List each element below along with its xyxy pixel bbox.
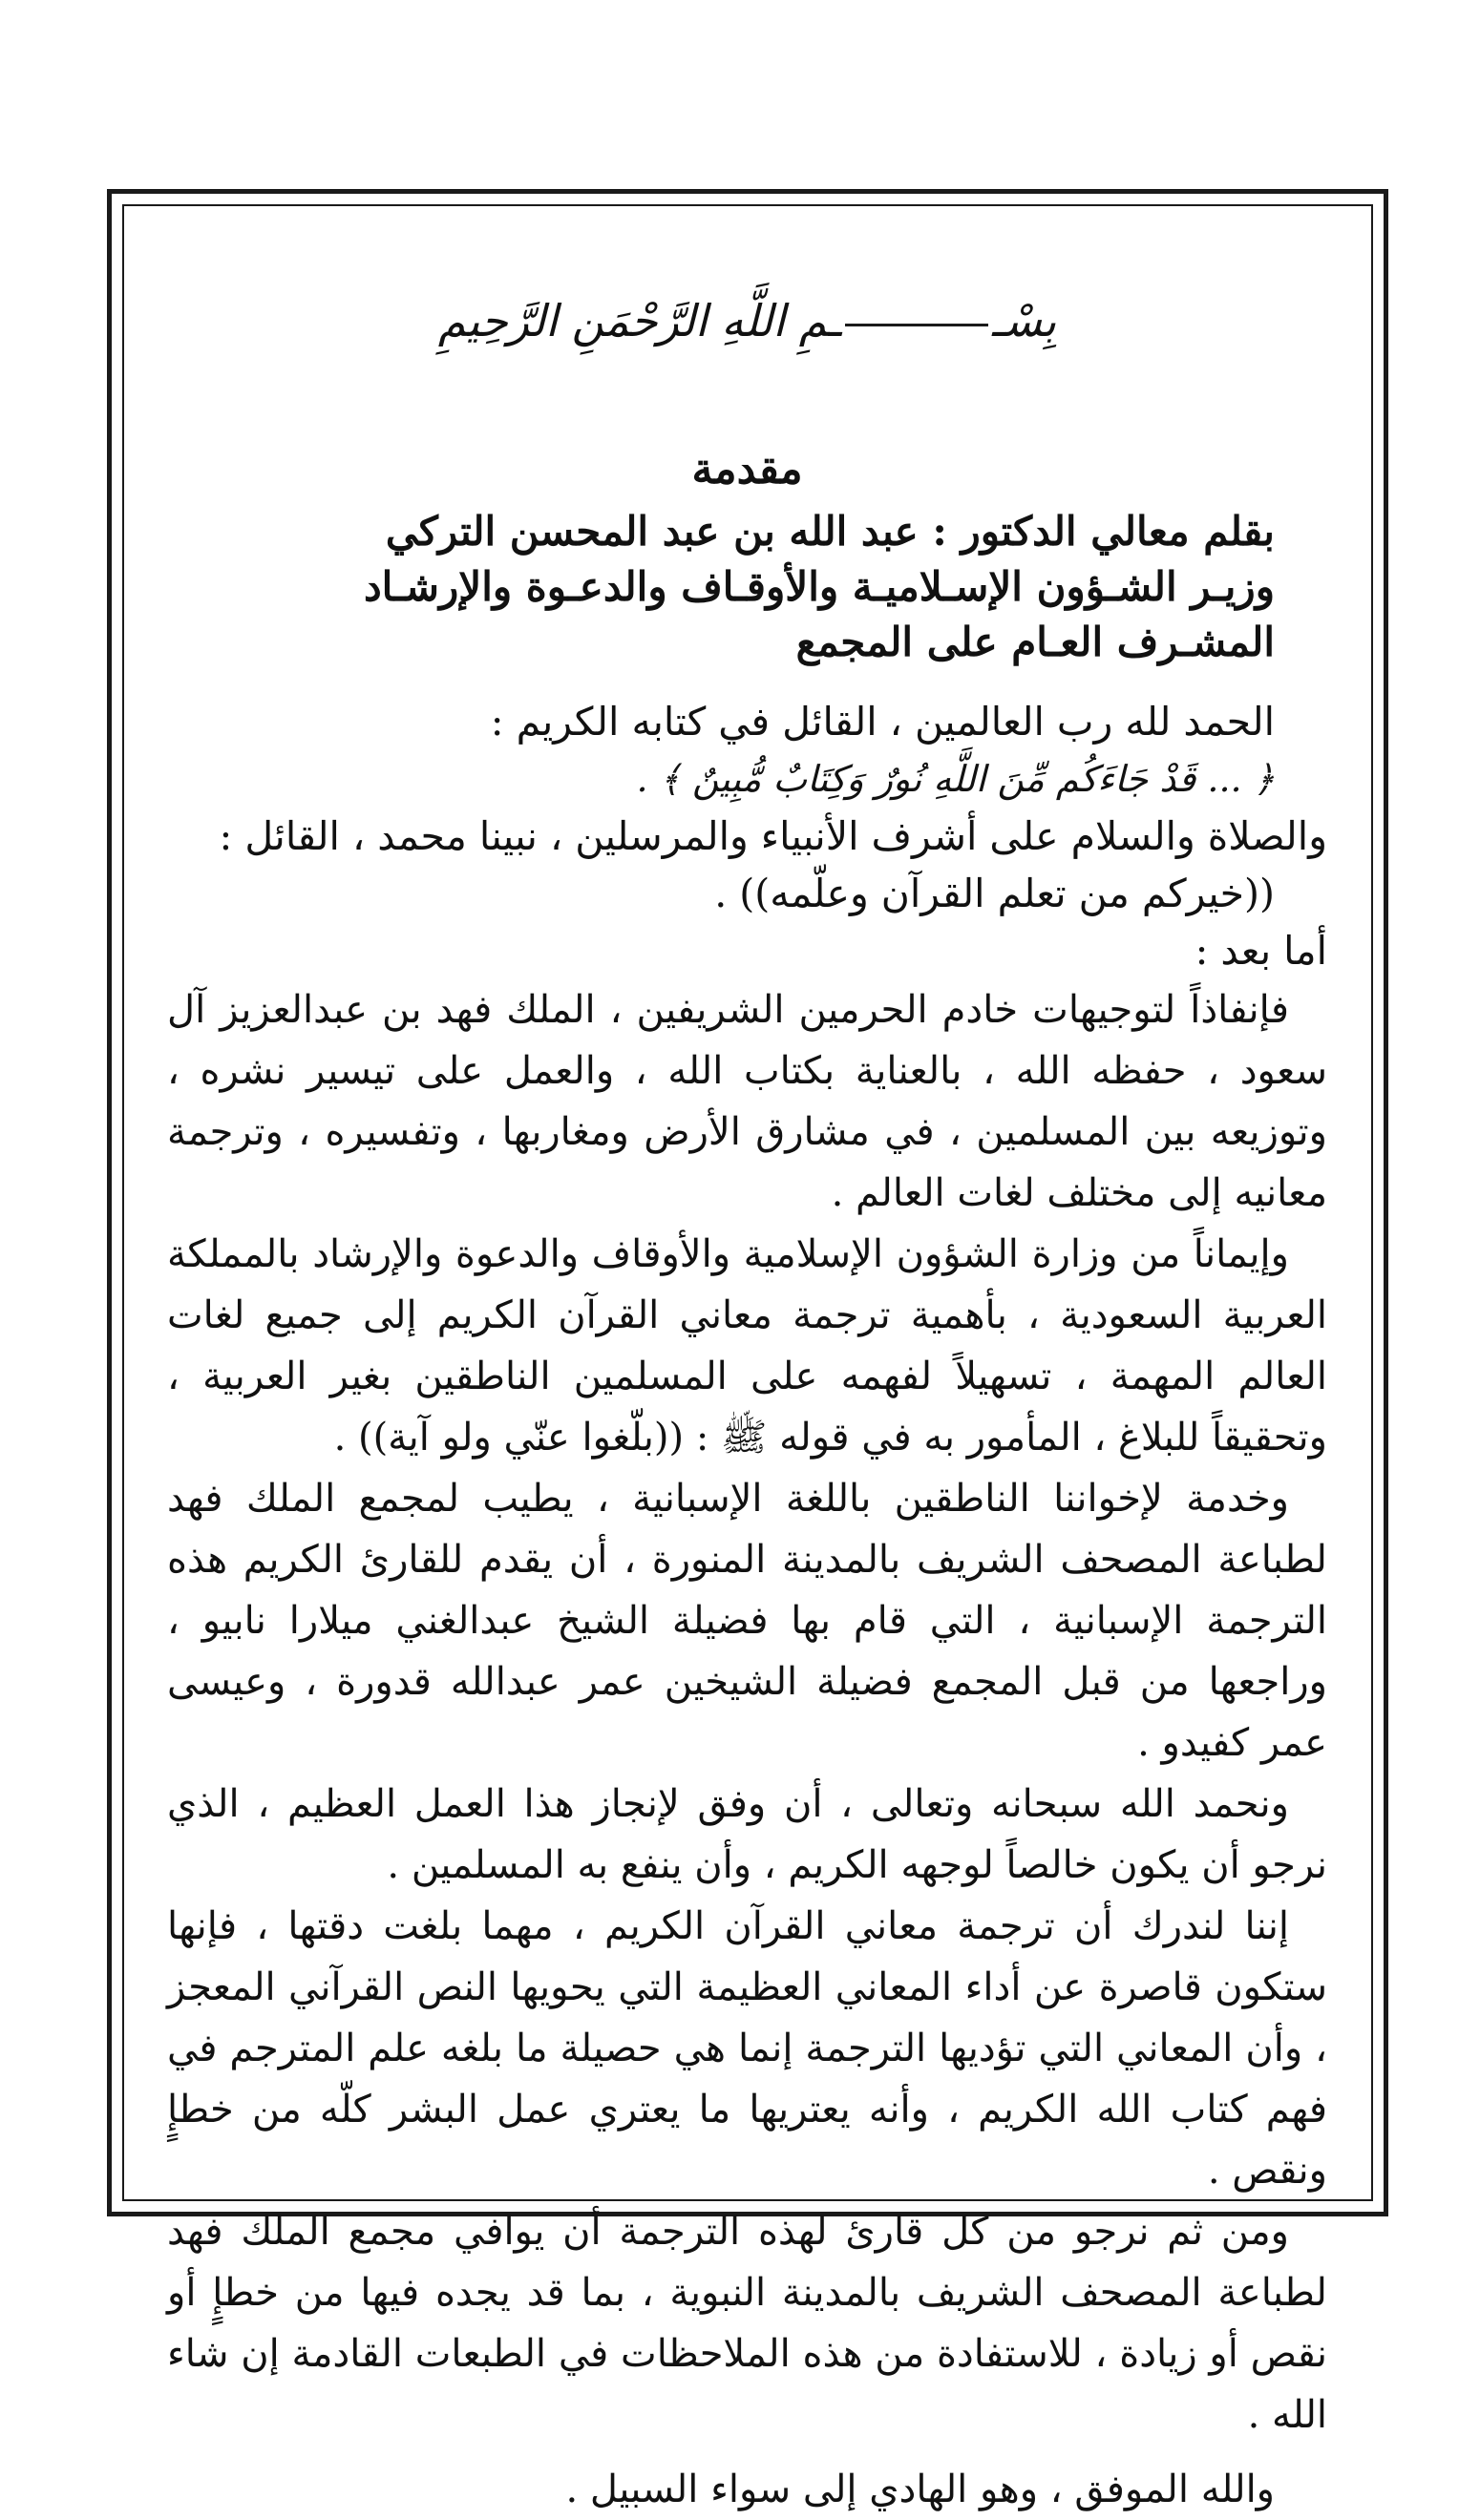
closing-line: والله الموفق ، وهو الهادي إلى سواء السبيل . — [565, 2468, 1275, 2511]
page-title: مقدمة — [691, 445, 803, 494]
author-line-2: وزيـر الشـؤون الإسـلاميـة والأوقـاف والدعـوة والإرشـاد — [363, 563, 1275, 610]
author-line-1: بقلم معالي الدكتور : عبد الله بن عبد المحسن التركي — [385, 508, 1275, 555]
paragraph-3: وخدمة لإخواننا الناطقين باللغة الإسبانية ، يطيب لمجمع الملك فهد لطباعة المصحف الشريف بالمدينة المنورة ، أن يقدم للقارئ الكريم هذه الترجمة الإسبانية ، التي قام بها فضيلة الشيخ عبدالغني ميلارا نابيو ، وراجعها من قبل المجمع فضيلة الشيخين عمر عبدالله قدورة ، وعيسى عمر كفيدو . — [167, 1477, 1327, 1765]
salat-line: والصلاة والسلام على أشرف الأنبياء والمرسلين ، نبينا محمد ، القائل : — [219, 813, 1327, 859]
document-body — [167, 277, 1327, 2520]
body-paragraphs — [167, 979, 1327, 2446]
basmala-start: بِسْـ — [991, 295, 1057, 346]
paragraph-6: ومن ثم نرجو من كل قارئ لهذه الترجمة أن يوافي مجمع الملك فهد لطباعة المصحف الشريف بالمدينة النبوية ، بما قد يجده فيها من خطإٍ أو نقص أو زيادة ، للاستفادة من هذه الملاحظات في الطبعات القادمة إن شاء الله . — [167, 2210, 1327, 2437]
intro-block — [167, 693, 1327, 979]
basmala-end: ـمِ اللَّهِ الرَّحْمَنِ الرَّحِيمِ — [437, 295, 841, 346]
hadith-line: ((خيركم من تعلم القرآن وعلّمه)) . — [714, 871, 1275, 916]
quran-verse: ﴿ ... قَدْ جَاءَكُم مِّنَ اللَّهِ نُورٌ وَكِتَابٌ مُّبِينٌ ﴾ . — [636, 758, 1275, 800]
amma-baad-line: أما بعد : — [1195, 928, 1327, 974]
basmala-kashida-stroke — [845, 324, 988, 326]
paragraph-5: إننا لندرك أن ترجمة معاني القرآن الكريم ، مهما بلغت دقتها ، فإنها ستكون قاصرة عن أداء المعاني العظيمة التي يحويها النص القرآني المعجز ، وأن المعاني التي تؤديها الترجمة إنما هي حصيلة ما بلغه علم المترجم في فهم كتاب الله الكريم ، وأنه يعتريها ما يعتري عمل البشر كلّه من خطإٍ ونقص . — [167, 1904, 1327, 2193]
author-block — [167, 504, 1327, 670]
hamd-line: الحمد لله رب العالمين ، القائل في كتابه الكريم : — [490, 699, 1275, 745]
basmala-heading — [167, 277, 1327, 365]
paragraph-1: فإنفاذاً لتوجيهات خادم الحرمين الشريفين ، الملك فهد بن عبدالعزيز آل سعود ، حفظه الله ، بالعناية بكتاب الله ، والعمل على تيسير نشره ، وتوزيعه بين المسلمين ، في مشارق الأرض ومغاربها ، وتفسيره ، وترجمة معانيه إلى مختلف لغات العالم . — [167, 988, 1327, 1215]
paragraph-4: ونحمد الله سبحانه وتعالى ، أن وفق لإنجاز هذا العمل العظيم ، الذي نرجو أن يكون خالصاً لوجهه الكريم ، وأن ينفع به المسلمين . — [167, 1782, 1327, 1887]
paragraph-2: وإيماناً من وزارة الشؤون الإسلامية والأوقاف والدعوة والإرشاد بالمملكة العربية السعودية ، بأهمية ترجمة معاني القرآن الكريم إلى جميع لغات العالم المهمة ، تسهيلاً لفهمه على المسلمين الناطقين بغير العربية ، وتحقيقاً للبلاغ ، المأمور به في قوله ﷺ : ((بلّغوا عنّي ولو آية)) . — [167, 1232, 1327, 1460]
author-line-3: المشـرف العـام على المجمع — [795, 619, 1275, 665]
